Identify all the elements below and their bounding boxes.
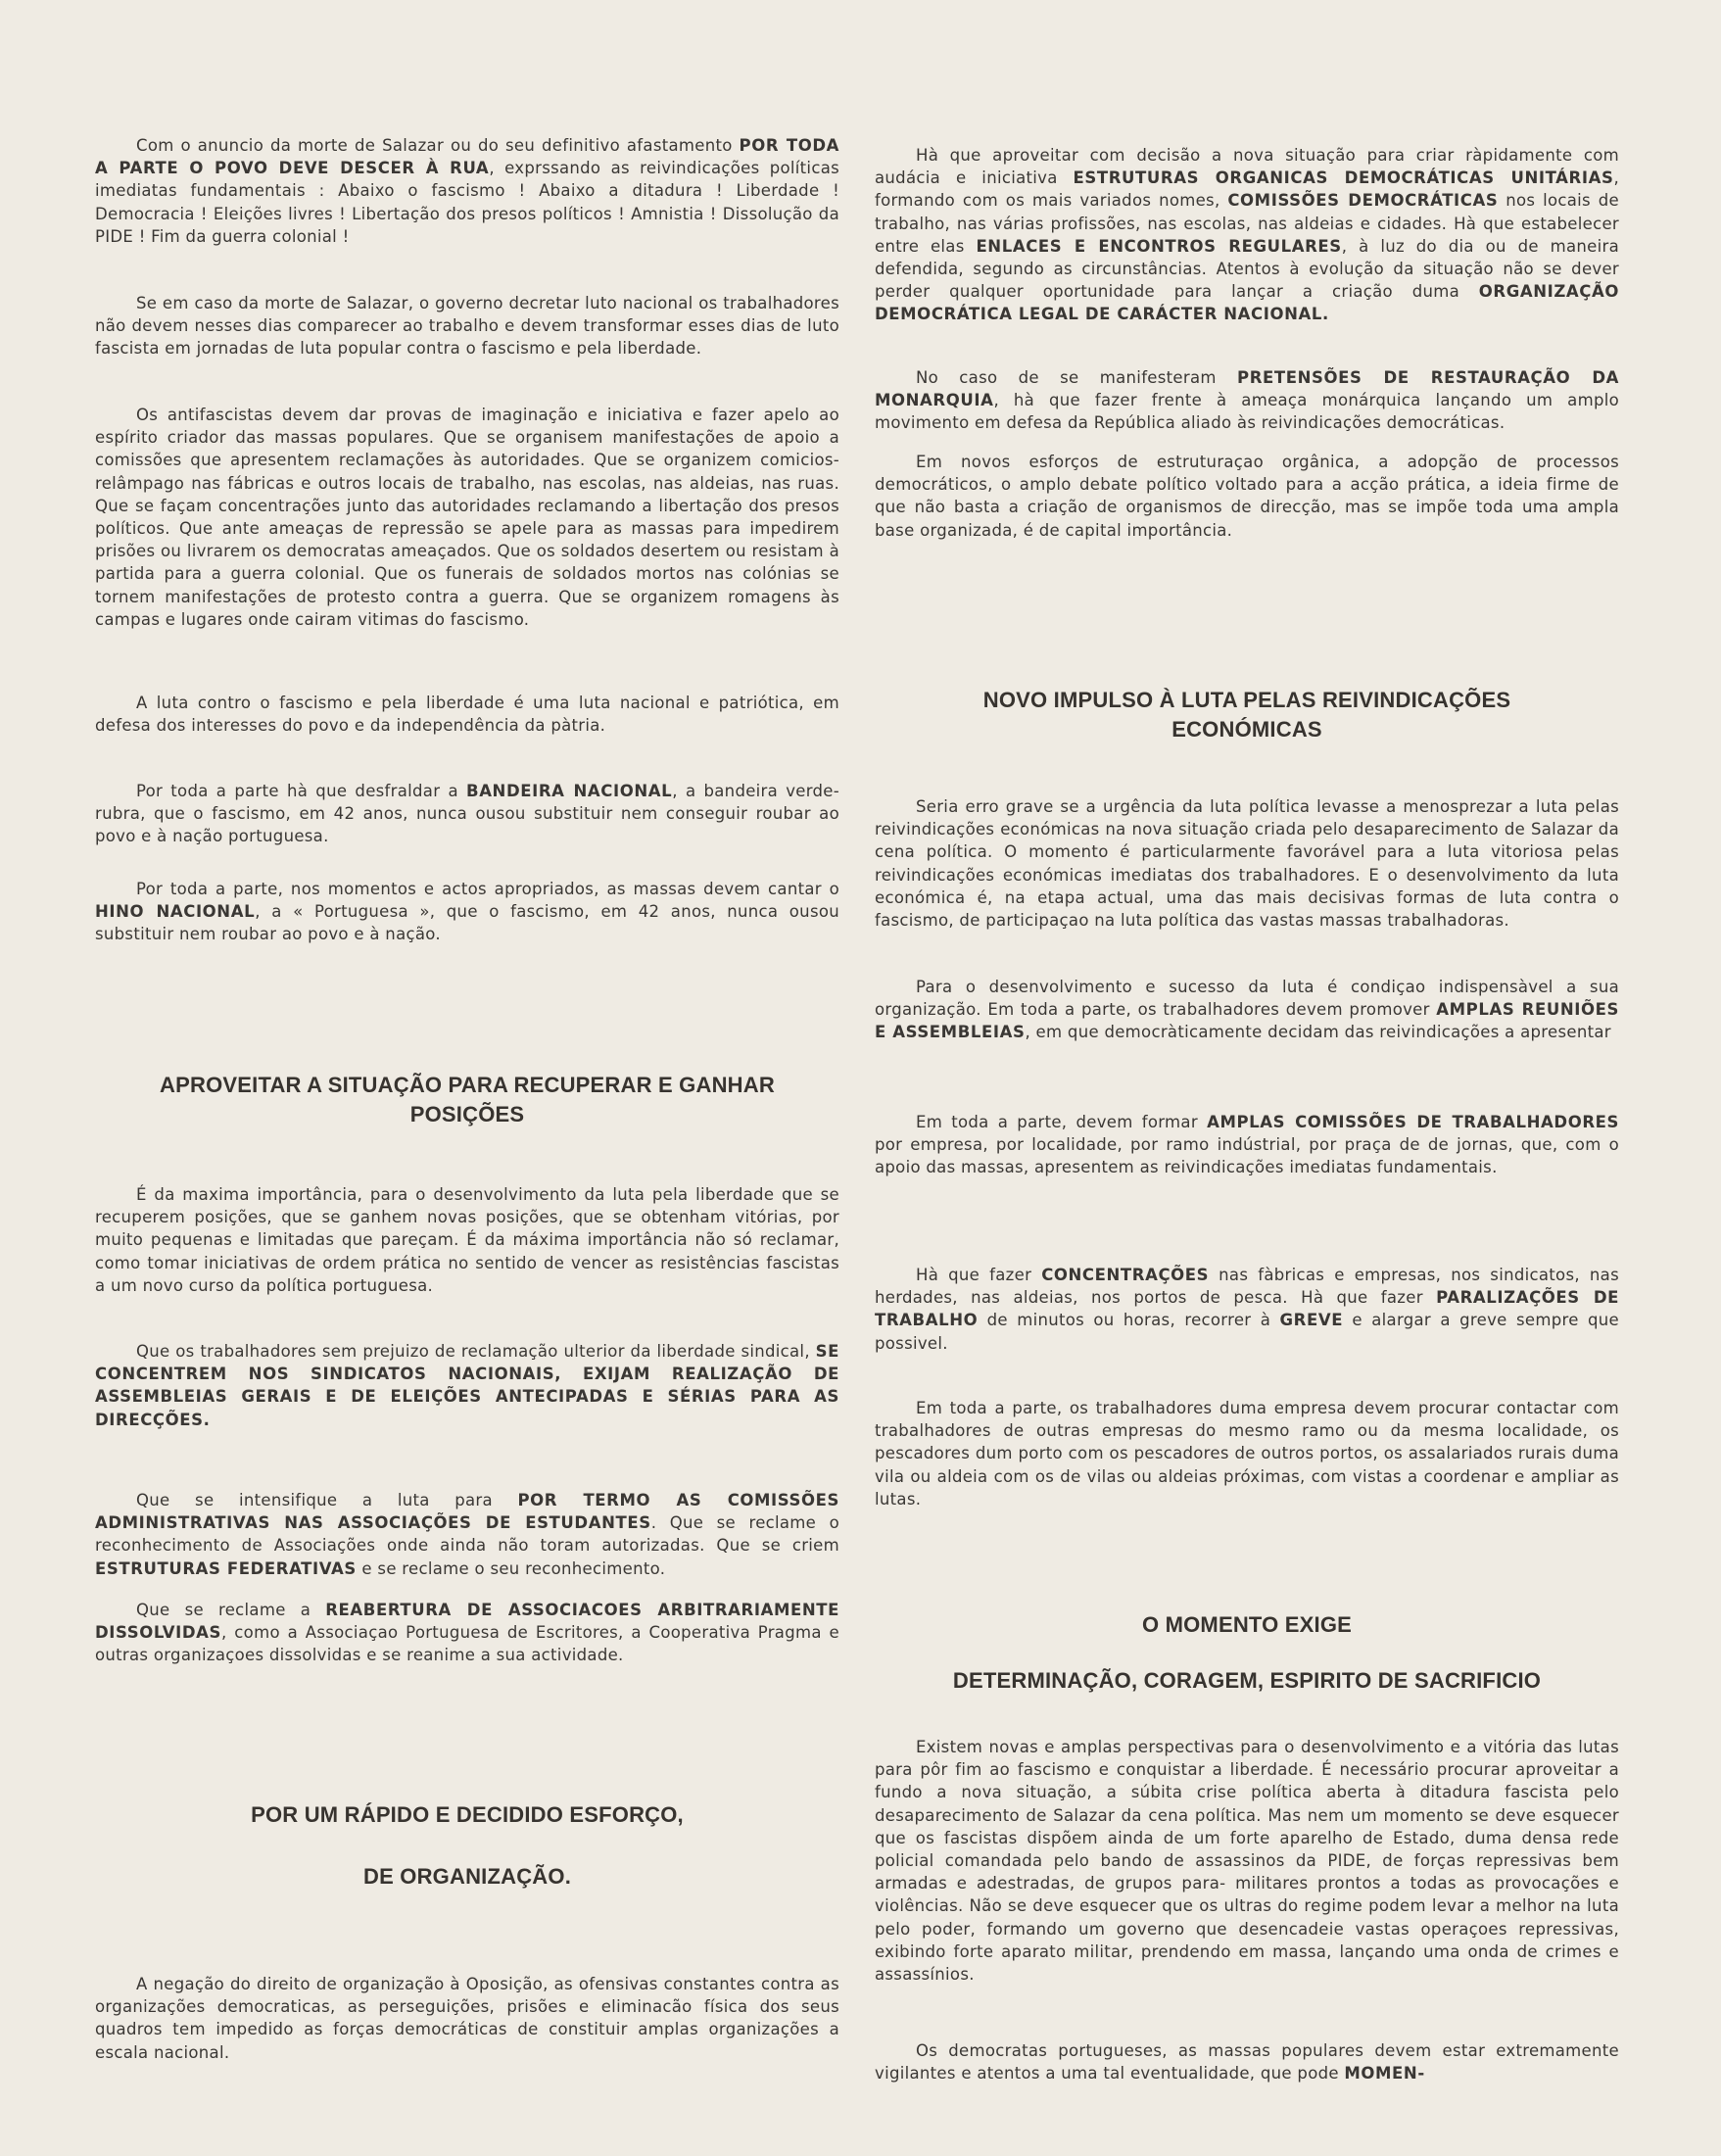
paragraph: Com o anuncio da morte de Salazar ou do seu definitivo afastamento POR TODA A PARTE O POVO DEVE DESCER À RUA, exprssando as reivindicações políticas imediatas fundamentais : Abaixo o fascismo ! Abaixo a ditadura ! Liberdade ! Democracia ! Eleições livres ! Libertação dos presos políticos ! Amnistia ! Dissolução da PIDE ! Fim da guerra colonial !: [95, 136, 839, 246]
paragraph: Hà que aproveitar com decisão a nova situação para criar ràpidamente com audácia e iniciativa ESTRUTURAS ORGANICAS DEMOCRÁTICAS UNITÁRIAS, formando com os mais variados nomes, COMISSÕES DEMOCRÁTICAS nos locais de trabalho, nas várias profissões, nas escolas, nas aldeias e cidades. Hà que estabelecer entre elas ENLACES E ENCONTROS REGULARES, à luz do dia ou de maneira defendida, segundo as circunstâncias. Atentos à evolução da situação não se dever perder qualquer oportunidade para lançar a criação duma ORGANIZAÇÃO DEMOCRÁTICA LEGAL DE CARÁCTER NACIONAL.: [875, 146, 1620, 324]
section-heading: NOVO IMPULSO À LUTA PELAS REIVINDICAÇÕES ECONÓMICAS: [982, 688, 1511, 742]
paragraph: Hà que fazer CONCENTRAÇÕES nas fàbricas e empresas, nos sindicatos, nas herdades, nas aldeias, nos portos de pesca. Hà que fazer PARALIZAÇÕES DE TRABALHO de minutos ou horas, recorrer à GREVE e alargar a greve sempre que possivel.: [875, 1266, 1620, 1353]
paragraph: Existem novas e amplas perspectivas para o desenvolvimento e a vitória das lutas para pôr fim ao fascismo e conquistar a liberdade. É necessário procurar aproveitar a fundo a nova situação, a súbita crise política aberta à ditadura fascista pelo desaparecimento de Salazar da cena política. Mas nem um momento se deve esquecer que os fascistas dispõem ainda de um forte aparelho de Estado, duma densa rede policial comandada pelo bando de assassinos da PIDE, de forças repressivas bem armadas e adestradas, de grupos para- militares prontos a todas as provocações e violências. Não se deve esquecer que os ultras do regime podem levar a melhor na luta pelo poder, formando um governo que desencadeie vastas operaçoes repressivas, exibindo forte aparato militar, prendendo em massa, lançando uma onda de crimes e assassínios.: [875, 1738, 1619, 1985]
paragraph: Por toda a parte, nos momentos e actos apropriados, as massas devem cantar o HINO NACIONAL, a « Portuguesa », que o fascismo, em 42 anos, nunca ousou substituir nem roubar ao povo e à nação.: [95, 880, 839, 944]
section-heading: POR UM RÁPIDO E DECIDIDO ESFORÇO,: [251, 1802, 684, 1827]
paragraph: Por toda a parte hà que desfraldar a BANDEIRA NACIONAL, a bandeira verde-rubra, que o fascismo, em 42 anos, nunca ousou substituir nem conseguir roubar ao povo e à nação portuguesa.: [95, 782, 839, 846]
paragraph: No caso de se manifesteram PRETENSÕES DE RESTAURAÇÃO DA MONARQUIA, hà que fazer frente à ameaça monárquica lançando um amplo movimento em defesa da República aliado às reivindicações democráticas.: [875, 368, 1620, 433]
paragraph: Em toda a parte, devem formar AMPLAS COMISSÕES DE TRABALHADORES por empresa, por localidade, por ramo indústrial, por praça de de jornas, que, com o apoio das massas, apresentem as reivindicações imediatas fundamentais.: [875, 1113, 1619, 1177]
section-heading: APROVEITAR A SITUAÇÃO PARA RECUPERAR E GANHAR POSIÇÕES: [160, 1073, 775, 1126]
paragraph: Se em caso da morte de Salazar, o governo decretar luto nacional os trabalhadores não devem nesses dias comparecer ao trabalho e devem transformar esses dias de luto fascista em jornadas de luta popular contra o fascismo e pela liberdade.: [95, 294, 839, 359]
section-heading: DE ORGANIZAÇÃO.: [363, 1864, 571, 1889]
paragraph: Seria erro grave se a urgência da luta política levasse a menosprezar a luta pelas reivindicações económicas na nova situação criada pelo desaparecimento de Salazar da cena política. O momento é particularmente favorável para a luta vitoriosa pelas reivindicações económicas imediatas dos trabalhadores. E o desenvolvimento da luta económica é, na etapa actual, uma das mais decisivas formas de luta contra o fascismo, de participaçao na luta política das vastas massas trabalhadoras.: [875, 797, 1619, 931]
section-heading: O MOMENTO EXIGE: [1141, 1612, 1353, 1637]
paragraph: Em novos esforços de estruturaçao orgânica, a adopção de processos democráticos, o amplo debate político voltado para a acção prática, a ideia firme de que não basta a criação de organismos de direcção, mas se impõe toda uma ampla base organizada, é de capital importância.: [875, 453, 1619, 540]
paragraph: Que se reclame a REABERTURA DE ASSOCIACOES ARBITRARIAMENTE DISSOLVIDAS, como a Associaçao Portuguesa de Escritores, a Cooperativa Pragma e outras organizaçoes dissolvidas e se reanime a sua actividade.: [95, 1601, 839, 1665]
paragraph: A negação do direito de organização à Oposição, as ofensivas constantes contra as organizações democraticas, as perseguições, prisões e eliminacão física dos seus quadros tem impedido as forças democráticas de constituir amplas organizações a escala nacional.: [95, 1975, 839, 2062]
paragraph: É da maxima importância, para o desenvolvimento da luta pela liberdade que se recuperem posições, que se ganhem novas posições, que se obtenham vitórias, por muito pequenas e limitadas que pareçam. É da máxima importância não só reclamar, como tomar iniciativas de ordem prática no sentido de vencer as resistências fascistas a um novo curso da política portuguesa.: [95, 1185, 839, 1295]
paragraph: Os democratas portugueses, as massas populares devem estar extremamente vigilantes e atentos a uma tal eventualidade, que pode MOMEN-: [875, 2041, 1619, 2084]
paragraph: Para o desenvolvimento e sucesso da luta é condiçao indispensàvel a sua organização. Em toda a parte, os trabalhadores devem promover AMPLAS REUNIÕES E ASSEMBLEIAS, em que democràticamente decidam das reivindicações a apresentar: [875, 978, 1619, 1042]
paragraph: A luta contro o fascismo e pela liberdade é uma luta nacional e patriótica, em defesa dos interesses do povo e da independência da pàtria.: [95, 694, 839, 736]
section-heading: DETERMINAÇÃO, CORAGEM, ESPIRITO DE SACRIFICIO: [952, 1668, 1542, 1693]
paragraph: Que se intensifique a luta para POR TERMO AS COMISSÕES ADMINISTRATIVAS NAS ASSOCIAÇÕES DE ESTUDANTES. Que se reclame o reconhecimento de Associações onde ainda não toram autorizadas. Que se criem ESTRUTURAS FEDERATIVAS e se reclame o seu reconhecimento.: [95, 1491, 839, 1578]
paragraph: Em toda a parte, os trabalhadores duma empresa devem procurar contactar com trabalhadores de outras empresas do mesmo ramo ou da mesma localidade, os pescadores dum porto com os pescadores de outros portos, os assalariados rurais duma vila ou aldeia com os de vilas ou aldeias próximas, com vistas a coordenar e ampliar as lutas.: [875, 1399, 1619, 1509]
paragraph: Que os trabalhadores sem prejuizo de reclamação ulterior da liberdade sindical, SE CONCENTREM NOS SINDICATOS NACIONAIS, EXIJAM REALIZAÇÃO DE ASSEMBLEIAS GERAIS E DE ELEIÇÕES ANTECIPADAS E SÉRIAS PARA AS DIRECÇÕES.: [95, 1342, 839, 1429]
paragraph: Os antifascistas devem dar provas de imaginação e iniciativa e fazer apelo ao espírito criador das massas populares. Que se organisem manifestações de apoio a comissões que apresentem reclamações às autoridades. Que se organizem comicios-relâmpago nas fábricas e outros locais de trabalho, nas escolas, nas aldeias, nas ruas. Que se façam concentrações junto das autoridades reclamando a libertação dos presos políticos. Que ante ameaças de repressão se apele para as massas para impedirem prisões ou livrarem os democratas ameaçados. Que os soldados desertem ou resistam à partida para a guerra colonial. Que os funerais de soldados mortos nas colónias se tornem manifestações de protesto contra a guerra. Que se organizem romagens às campas e lugares onde cairam vitimas do fascismo.: [95, 406, 839, 629]
